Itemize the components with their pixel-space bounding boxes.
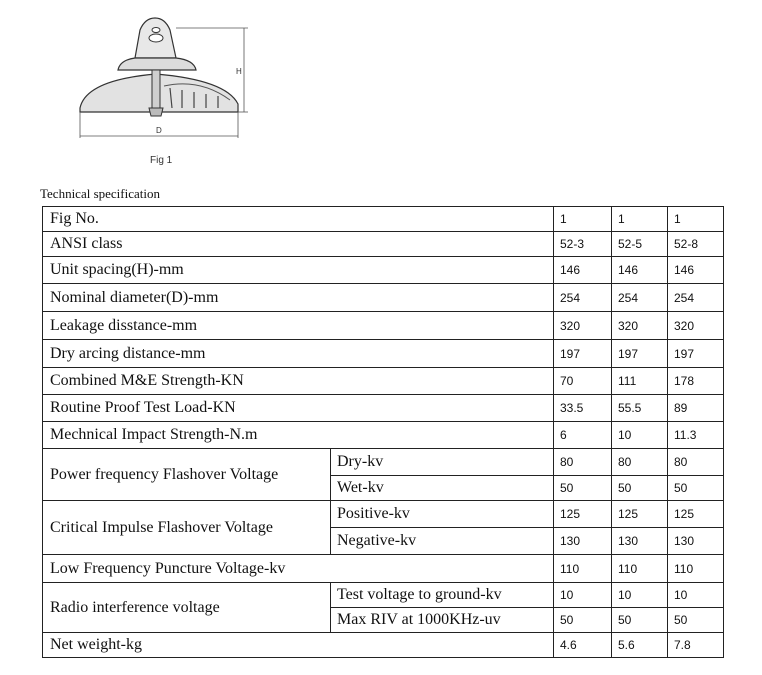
table-row (43, 257, 724, 284)
value-cell: 130 (668, 528, 724, 555)
table-row (43, 340, 724, 368)
table-row (43, 368, 724, 395)
group-label: Critical Impulse Flashover Voltage (43, 501, 331, 555)
group-label: Radio interference voltage (43, 583, 331, 633)
table-row (43, 232, 724, 257)
value-cell: 80 (668, 449, 724, 476)
value-cell: 11.3 (668, 422, 724, 449)
value-cell: 50 (612, 608, 668, 633)
value-cell: 320 (612, 312, 668, 340)
value-cell: 80 (554, 449, 612, 476)
table-row (43, 633, 724, 658)
value-cell: 50 (668, 608, 724, 633)
value-cell: 70 (554, 368, 612, 395)
sub-label: Dry-kv (331, 449, 554, 476)
row-label: Combined M&E Strength-KN (43, 368, 554, 395)
value-cell: 125 (612, 501, 668, 528)
row-label: Routine Proof Test Load-KN (43, 395, 554, 422)
value-cell: 111 (612, 368, 668, 395)
value-cell: 110 (612, 555, 668, 583)
table-row (43, 284, 724, 312)
table-row (43, 395, 724, 422)
row-label: Fig No. (43, 207, 554, 232)
value-cell: 146 (612, 257, 668, 284)
table-row (43, 312, 724, 340)
row-label: Mechnical Impact Strength-N.m (43, 422, 554, 449)
value-cell: 10 (612, 583, 668, 608)
value-cell: 10 (554, 583, 612, 608)
value-cell: 130 (612, 528, 668, 555)
sub-label: Test voltage to ground-kv (331, 583, 554, 608)
value-cell: 178 (668, 368, 724, 395)
group-label: Power frequency Flashover Voltage (43, 449, 331, 501)
value-cell: 52-8 (668, 232, 724, 257)
value-cell: 146 (668, 257, 724, 284)
sub-label: Wet-kv (331, 476, 554, 501)
sub-label: Max RIV at 1000KHz-uv (331, 608, 554, 633)
value-cell: 50 (612, 476, 668, 501)
value-cell: 5.6 (612, 633, 668, 658)
insulator-drawing (60, 8, 280, 173)
row-label: Unit spacing(H)-mm (43, 257, 554, 284)
table-row (43, 501, 724, 528)
dimension-d-label: D (156, 126, 162, 135)
figure-caption: Fig 1 (150, 155, 173, 166)
value-cell: 110 (668, 555, 724, 583)
value-cell: 1 (554, 207, 612, 232)
dimension-h-label: H (236, 67, 242, 76)
value-cell: 50 (554, 476, 612, 501)
value-cell: 89 (668, 395, 724, 422)
table-row (43, 422, 724, 449)
row-label: Net weight-kg (43, 633, 554, 658)
table-row (43, 207, 724, 232)
value-cell: 197 (554, 340, 612, 368)
value-cell: 110 (554, 555, 612, 583)
table-row (43, 449, 724, 476)
value-cell: 50 (668, 476, 724, 501)
row-label: Leakage disstance-mm (43, 312, 554, 340)
spec-title: Technical specification (40, 186, 161, 201)
row-label: ANSI class (43, 232, 554, 257)
value-cell: 320 (668, 312, 724, 340)
row-label: Nominal diameter(D)-mm (43, 284, 554, 312)
row-label: Low Frequency Puncture Voltage-kv (43, 555, 554, 583)
table-row (43, 555, 724, 583)
value-cell: 52-5 (612, 232, 668, 257)
sub-label: Positive-kv (331, 501, 554, 528)
value-cell: 130 (554, 528, 612, 555)
value-cell: 50 (554, 608, 612, 633)
value-cell: 33.5 (554, 395, 612, 422)
value-cell: 254 (554, 284, 612, 312)
value-cell: 197 (668, 340, 724, 368)
value-cell: 80 (612, 449, 668, 476)
value-cell: 1 (668, 207, 724, 232)
value-cell: 6 (554, 422, 612, 449)
value-cell: 52-3 (554, 232, 612, 257)
value-cell: 146 (554, 257, 612, 284)
value-cell: 10 (612, 422, 668, 449)
spec-table (42, 206, 724, 658)
value-cell: 10 (668, 583, 724, 608)
value-cell: 125 (668, 501, 724, 528)
value-cell: 254 (668, 284, 724, 312)
value-cell: 4.6 (554, 633, 612, 658)
value-cell: 55.5 (612, 395, 668, 422)
sub-label: Negative-kv (331, 528, 554, 555)
value-cell: 125 (554, 501, 612, 528)
table-row (43, 583, 724, 608)
value-cell: 197 (612, 340, 668, 368)
value-cell: 320 (554, 312, 612, 340)
row-label: Dry arcing distance-mm (43, 340, 554, 368)
value-cell: 7.8 (668, 633, 724, 658)
value-cell: 1 (612, 207, 668, 232)
value-cell: 254 (612, 284, 668, 312)
